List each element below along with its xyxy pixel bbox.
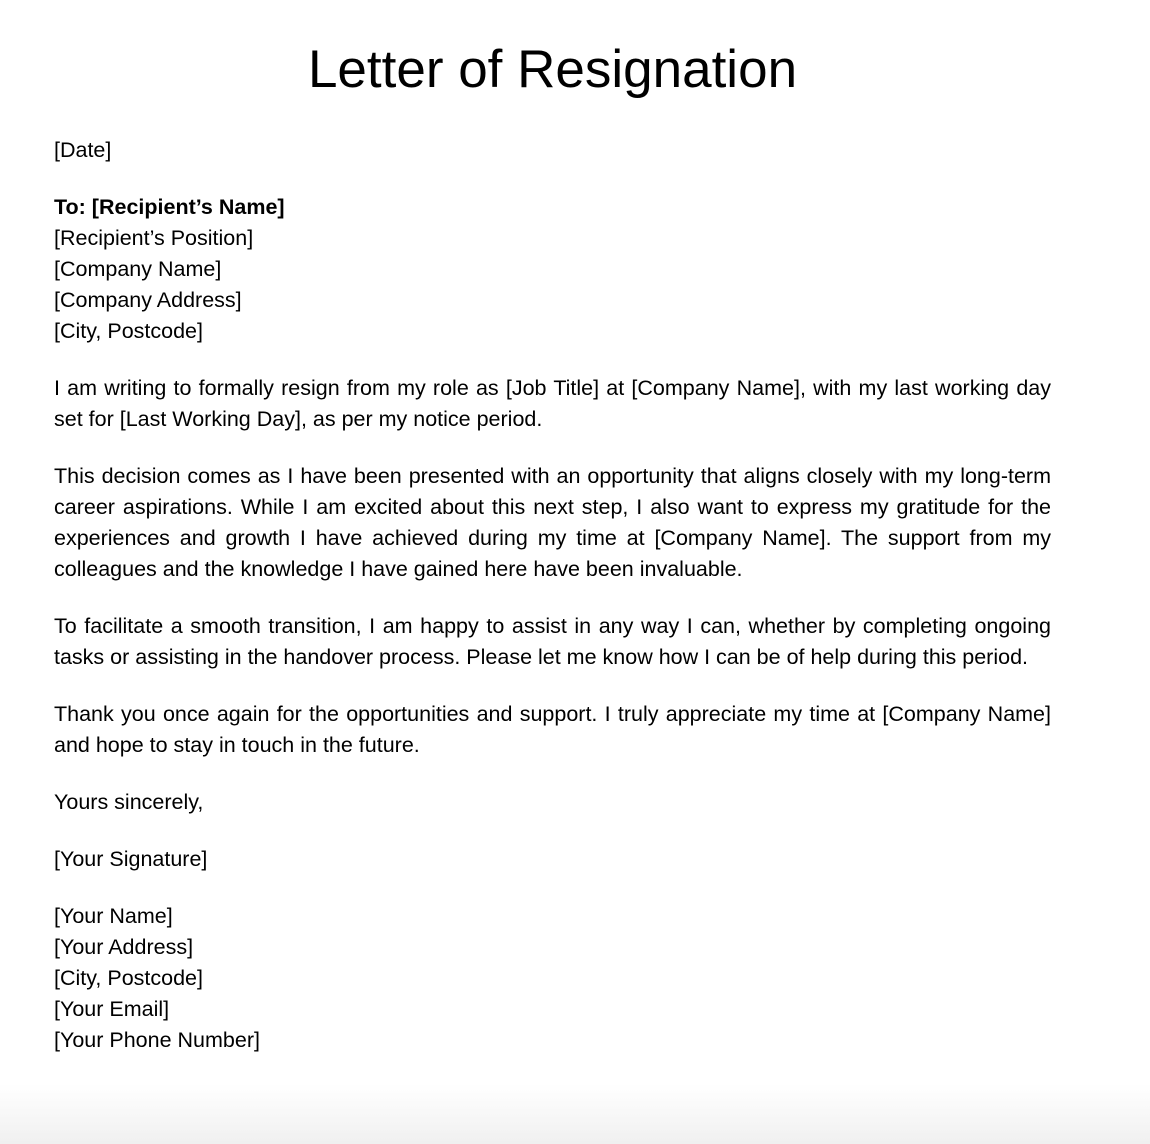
- recipient-name: To: [Recipient’s Name]: [54, 195, 285, 219]
- sender-block: [54, 901, 1051, 1056]
- page-bottom-shadow: [0, 1084, 1150, 1144]
- paragraph-resignation: I am writing to formally resign from my role as [Job Title] at [Company Name], with my last working day set for [Last Working Day], as per my notice period.: [54, 376, 1051, 431]
- sender-city: [City, Postcode]: [54, 966, 203, 990]
- sender-address: [Your Address]: [54, 935, 194, 959]
- date-line: [Date]: [54, 138, 112, 162]
- paragraph-reason: This decision comes as I have been presented with an opportunity that aligns closely with my long-term career aspirations. While I am excited about this next step, I also want to express my gratitude for the experiences and growth I have achieved during my time at [Company Name]. The support from my colleagues and the knowledge I have gained here have been invaluable.: [54, 464, 1051, 581]
- page-title: Letter of Resignation: [307, 40, 798, 99]
- paragraph-thanks: Thank you once again for the opportunities and support. I truly appreciate my time at [Company Name] and hope to stay in touch in the future.: [54, 702, 1051, 757]
- sender-phone: [Your Phone Number]: [54, 1028, 260, 1052]
- recipient-company: [Company Name]: [54, 257, 222, 281]
- closing-line: Yours sincerely,: [54, 790, 204, 814]
- letter-body: [54, 135, 1051, 1082]
- sender-name: [Your Name]: [54, 904, 173, 928]
- recipient-position: [Recipient’s Position]: [54, 226, 254, 250]
- signature-line: [Your Signature]: [54, 847, 208, 871]
- date-block: [54, 135, 1051, 166]
- recipient-block: [54, 192, 1051, 347]
- signature-block: [54, 844, 1051, 875]
- paragraph-transition: To facilitate a smooth transition, I am happy to assist in any way I can, whether by completing ongoing tasks or assisting in the handover process. Please let me know how I can be of help during this period.: [54, 614, 1051, 669]
- closing-block: [54, 787, 1051, 818]
- sender-email: [Your Email]: [54, 997, 170, 1021]
- recipient-address: [Company Address]: [54, 288, 242, 312]
- recipient-city: [City, Postcode]: [54, 319, 203, 343]
